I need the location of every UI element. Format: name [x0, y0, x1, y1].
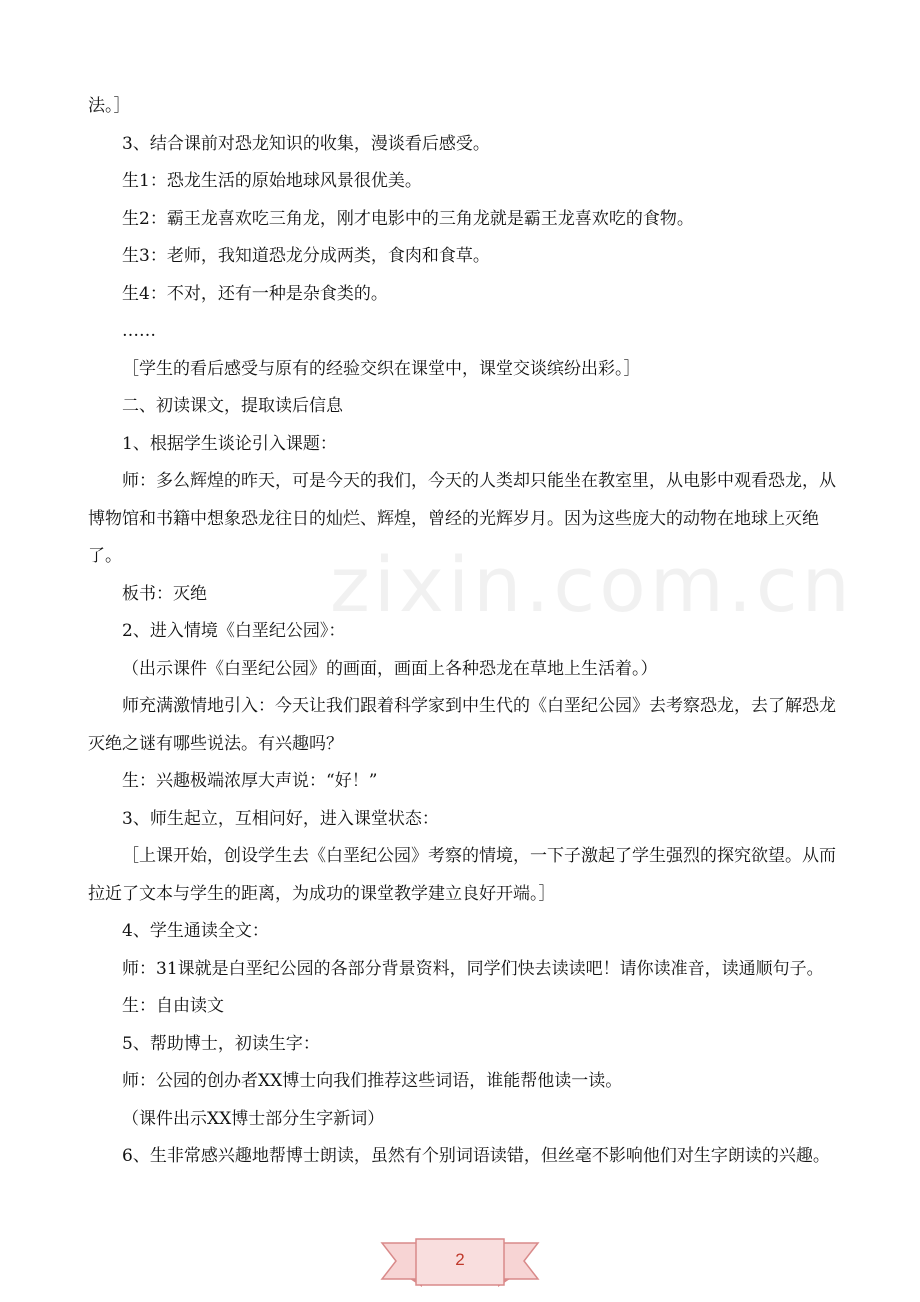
paragraph: 3、结合课前对恐龙知识的收集，漫谈看后感受。: [122, 133, 490, 154]
paragraph: 师：多么辉煌的昨天，可是今天的我们，今天的人类却只能坐在教室里，从电影中观看恐龙，从博物馆和书籍中想象恐龙往日的灿烂、辉煌，曾经的光辉岁月。因为这些庞大的动物在地球上灭绝了。: [88, 471, 836, 566]
paragraph: 4、学生通读全文：: [122, 921, 269, 941]
watermark: zixin.com.cn: [330, 540, 854, 629]
paragraph: 6、生非常感兴趣地帮博士朗读，虽然有个别词语读错，但丝毫不影响他们对生字朗读的兴趣。: [122, 1146, 830, 1166]
paragraph: （课件出示XX博士部分生字新词）: [122, 1108, 385, 1129]
paragraph: ［学生的看后感受与原有的经验交织在课堂中，课堂交谈缤纷出彩。］: [122, 358, 641, 379]
paragraph: ……: [122, 321, 156, 341]
paragraph: 生4：不对，还有一种是杂食类的。: [122, 283, 388, 304]
page-number: 2: [455, 1250, 465, 1269]
paragraph: 生：兴趣极端浓厚大声说：“好！”: [122, 771, 378, 791]
section-heading: 二、初读课文，提取读后信息: [122, 396, 343, 416]
paragraph: 师：31课就是白垩纪公园的各部分背景资料，同学们快去读读吧！请你读准音，读通顺句子。: [122, 958, 824, 979]
paragraph: 生2：霸王龙喜欢吃三角龙，刚才电影中的三角龙就是霸王龙喜欢吃的食物。: [122, 208, 694, 229]
paragraph: 2、进入情境《白垩纪公园》：: [122, 621, 346, 641]
paragraph: 师：公园的创办者XX博士向我们推荐这些词语，谁能帮他读一读。: [122, 1071, 623, 1091]
paragraph: 1、根据学生谈论引入课题：: [122, 433, 337, 454]
paragraph: 法。］: [88, 96, 131, 116]
paragraph: 生：自由读文: [122, 996, 224, 1016]
paragraph: 板书：灭绝: [122, 583, 207, 604]
paragraph: 3、师生起立，互相问好，进入课堂状态：: [122, 808, 439, 829]
page-footer: [380, 1233, 540, 1293]
paragraph: 生1：恐龙生活的原始地球风景很优美。: [122, 171, 422, 191]
document-body: [88, 88, 840, 1176]
paragraph: 5、帮助博士，初读生字：: [122, 1033, 320, 1054]
paragraph: （出示课件《白垩纪公园》的画面，画面上各种恐龙在草地上生活着。）: [122, 658, 658, 679]
paragraph: 师充满激情地引入：今天让我们跟着科学家到中生代的《白垩纪公园》去考察恐龙，去了解恐龙灭绝之谜有哪些说法。有兴趣吗？: [88, 696, 836, 754]
paragraph: ［上课开始，创设学生去《白垩纪公园》考察的情境，一下子激起了学生强烈的探究欲望。从而拉近了文本与学生的距离，为成功的课堂教学建立良好开端。］: [88, 846, 836, 904]
paragraph: 生3：老师，我知道恐龙分成两类，食肉和食草。: [122, 246, 490, 266]
